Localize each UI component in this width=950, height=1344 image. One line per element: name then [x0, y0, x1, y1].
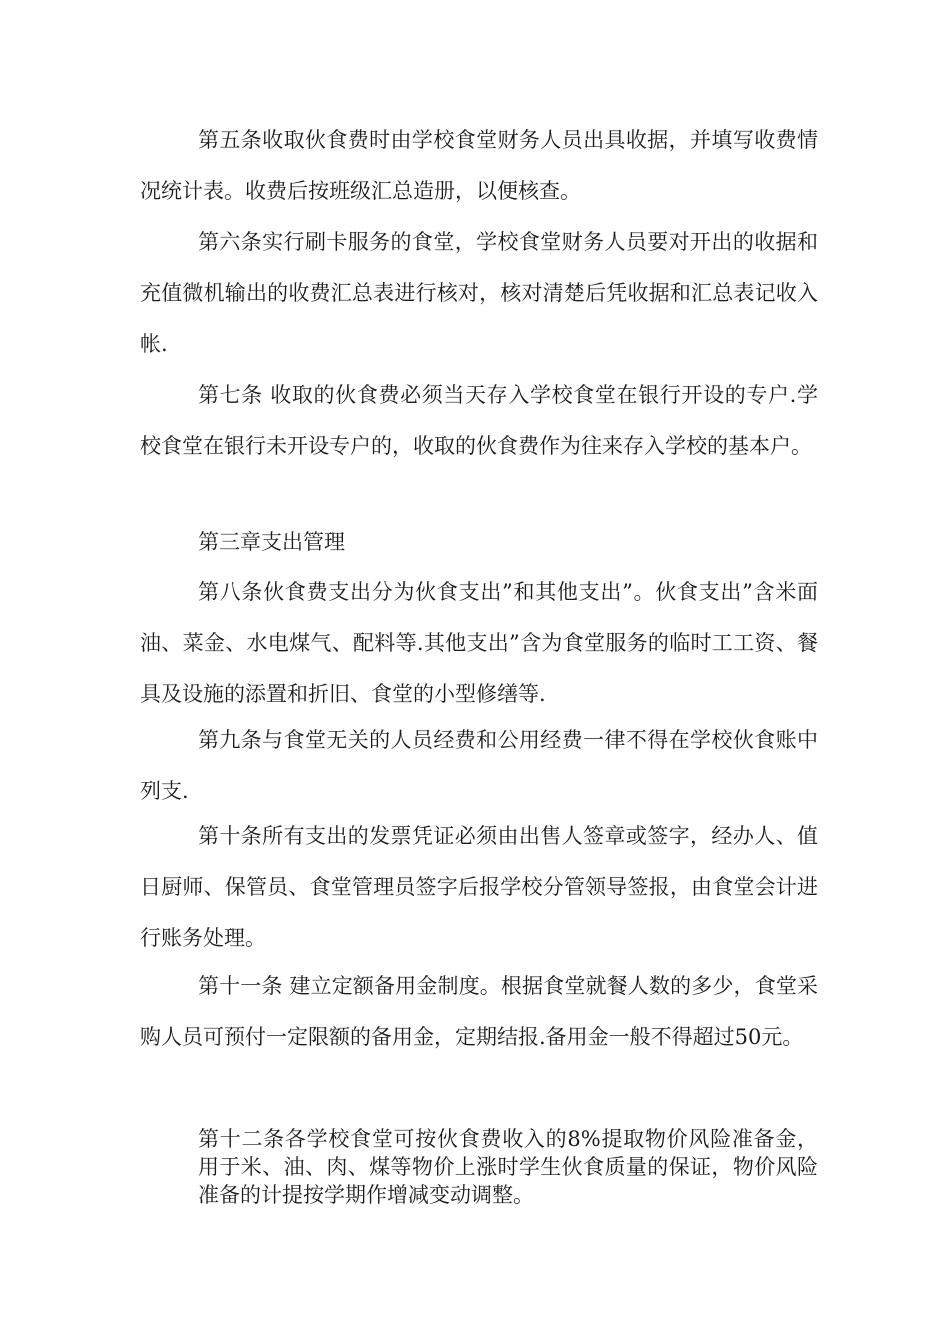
paragraph-article-9: 第九条与食堂无关的人员经费和公用经费一律不得在学校伙食账中列支. [140, 728, 818, 803]
paragraph-article-5: 第五条收取伙食费时由学校食堂财务人员出具收据，并填写收费情况统计表。收费后按班级汇总造册，以便核查。 [140, 128, 818, 203]
paragraph-article-8: 第八条伙食费支出分为伙食支出”和其他支出”。伙食支出”含米面油、菜金、水电煤气、配料等.其他支出”含为食堂服务的临时工工资、餐具及设施的添置和折旧、食堂的小型修缮等. [140, 580, 818, 706]
paragraph-article-10: 第十条所有支出的发票凭证必须由出售人签章或签字，经办人、值日厨师、保管员、食堂管理员签字后报学校分管领导签报，由食堂会计进行账务处理。 [140, 824, 818, 950]
paragraph-article-12: 第十二条各学校食堂可按伙食费收入的8%提取物价风险准备金，用于米、油、肉、煤等物价上涨时学生伙食质量的保证，物价风险准备的计提按学期作增减变动调整。 [198, 1127, 818, 1207]
paragraph-article-7: 第七条 收取的伙食费必须当天存入学校食堂在银行开设的专户.学校食堂在银行未开设专户的，收取的伙食费作为往来存入学校的基本户。 [140, 383, 818, 458]
paragraph-article-6: 第六条实行刷卡服务的食堂，学校食堂财务人员要对开出的收据和充值微机输出的收费汇总表进行核对，核对清楚后凭收据和汇总表记收入帐. [140, 230, 818, 356]
chapter-heading: 第三章支出管理 [198, 530, 345, 554]
paragraph-article-11: 第十一条 建立定额备用金制度。根据食堂就餐人数的多少，食堂采购人员可预付一定限额的备用金，定期结报.备用金一般不得超过50元。 [140, 974, 818, 1049]
